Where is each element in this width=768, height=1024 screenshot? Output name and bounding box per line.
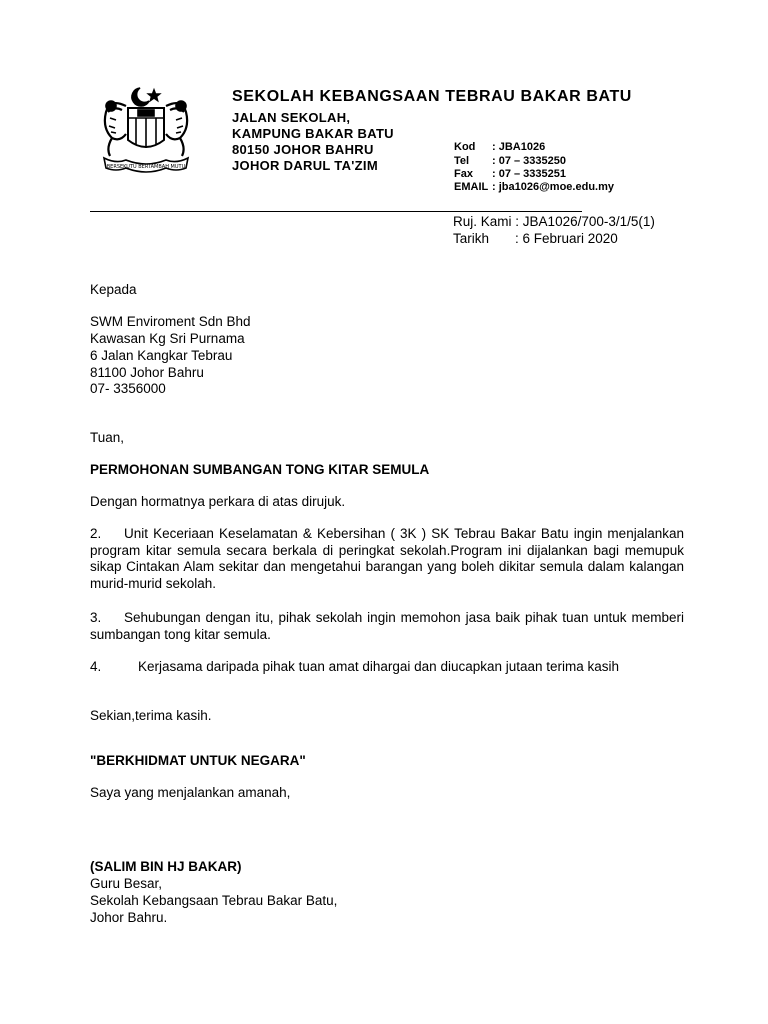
signatory-name: (SALIM BIN HJ BAKAR) xyxy=(90,859,242,874)
signatory-line-1: Guru Besar, xyxy=(90,876,163,891)
signatory-line-2: Sekolah Kebangsaan Tebrau Bakar Batu, xyxy=(90,893,338,908)
svg-text:BERSEKUTU BERTAMBAH MUTU: BERSEKUTU BERTAMBAH MUTU xyxy=(106,164,186,170)
to-label: Kepada xyxy=(90,282,137,297)
address-line-4: JOHOR DARUL TA'ZIM xyxy=(232,158,378,173)
closing-line: Sekian,terima kasih. xyxy=(90,708,212,723)
malaysia-coat-of-arms-icon xyxy=(96,84,196,176)
contact-value: : JBA1026 xyxy=(492,141,546,153)
contact-fax xyxy=(454,168,566,180)
date-value: : 6 Februari 2020 xyxy=(515,231,618,246)
header-divider xyxy=(90,211,582,212)
salutation: Tuan, xyxy=(90,430,125,445)
recipient-line-2: Kawasan Kg Sri Purnama xyxy=(90,331,245,346)
paragraph-text: Kerjasama daripada pihak tuan amat dihargai dan diucapkan jutaan terima kasih xyxy=(138,659,620,674)
contact-value: : jba1026@moe.edu.my xyxy=(492,181,614,193)
letter-subject: PERMOHONAN SUMBANGAN TONG KITAR SEMULA xyxy=(90,462,430,477)
paragraph-number: 2. xyxy=(90,526,102,541)
sign-off: Saya yang menjalankan amanah, xyxy=(90,785,291,800)
contact-tel xyxy=(454,155,566,167)
letter-date xyxy=(453,231,618,246)
paragraph-number: 3. xyxy=(90,610,102,625)
date-label: Tarikh xyxy=(453,231,490,246)
paragraph-3 xyxy=(90,610,684,643)
paragraph-4 xyxy=(90,658,619,675)
paragraph-number: 4. xyxy=(90,659,102,674)
paragraph-2 xyxy=(90,526,684,592)
motto: "BERKHIDMAT UNTUK NEGARA" xyxy=(90,753,306,768)
contact-label: Kod xyxy=(454,141,476,153)
contact-kod xyxy=(454,141,545,153)
recipient-line-4: 81100 Johor Bahru xyxy=(90,365,204,380)
contact-label: Tel xyxy=(454,155,470,167)
contact-value: : 07 – 3335251 xyxy=(492,168,567,180)
recipient-line-5: 07- 3356000 xyxy=(90,381,166,396)
paragraph-text: Sehubungan dengan itu, pihak sekolah ingin memohon jasa baik pihak tuan untuk memberi sumbangan tong kitar semula. xyxy=(90,610,684,642)
reference-number xyxy=(453,214,655,229)
contact-label: EMAIL xyxy=(454,181,489,193)
ruj-value: JBA1026/700-3/1/5(1) xyxy=(522,214,655,229)
address-line-2: KAMPUNG BAKAR BATU xyxy=(232,126,394,141)
contact-email xyxy=(454,181,614,193)
opening-line: Dengan hormatnya perkara di atas dirujuk. xyxy=(90,494,346,509)
recipient-line-3: 6 Jalan Kangkar Tebrau xyxy=(90,348,233,363)
address-line-3: 80150 JOHOR BAHRU xyxy=(232,142,374,157)
paragraph-text: Unit Keceriaan Keselamatan & Kebersihan ( 3K ) SK Tebrau Bakar Batu ingin menjalankan program kitar semula secara berkala di peringkat sekolah.Program ini dijalankan bagi memupuk sikap Cintakan Alam sekitar dan mengetahui barangan yang boleh dikitar semula dalam kalangan murid-murid sekolah. xyxy=(90,526,684,591)
school-name: SEKOLAH KEBANGSAAN TEBRAU BAKAR BATU xyxy=(232,88,632,105)
recipient-line-1: SWM Enviroment Sdn Bhd xyxy=(90,314,251,329)
contact-label: Fax xyxy=(454,168,473,180)
address-line-1: JALAN SEKOLAH, xyxy=(232,110,351,125)
ruj-label: Ruj. Kami : xyxy=(453,214,520,229)
contact-value: : 07 – 3335250 xyxy=(492,155,567,167)
signatory-line-3: Johor Bahru. xyxy=(90,910,168,925)
